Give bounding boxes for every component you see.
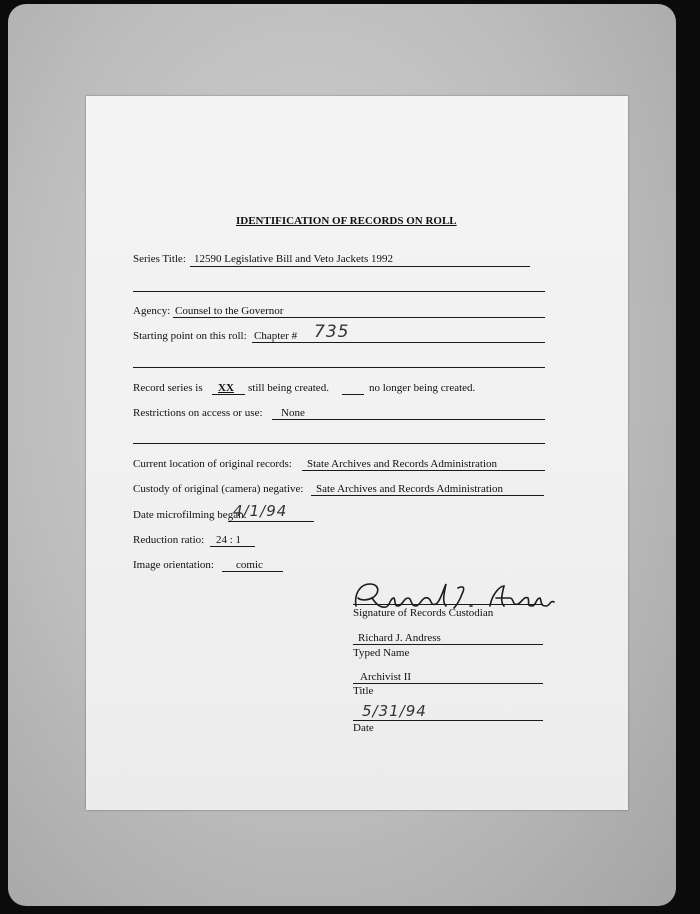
orientation-line [222, 571, 283, 572]
reduction-line [210, 546, 255, 547]
orientation-label: Image orientation: [133, 559, 214, 571]
date-value: 5/31/94 [362, 702, 427, 720]
still-created-label: still being created. [248, 382, 329, 394]
typed-name-line [353, 644, 543, 645]
reduction-value: 24 : 1 [216, 534, 242, 546]
title-label: Title [353, 685, 374, 697]
no-longer-label: no longer being created. [369, 382, 476, 394]
starting-point-prefix: Chapter # [254, 330, 298, 342]
record-series-label: Record series is [133, 382, 203, 394]
orientation-value: comic [236, 559, 263, 571]
still-created-blank [212, 394, 245, 395]
agency-line [173, 317, 545, 318]
agency-label: Agency: [133, 305, 171, 317]
date-began-value: 4/1/94 [233, 502, 288, 520]
date-line [353, 720, 543, 721]
form-title: IDENTIFICATION OF RECORDS ON ROLL [236, 215, 457, 227]
blank-line-2 [133, 367, 545, 368]
series-title-line [190, 266, 530, 267]
starting-point-value: 735 [314, 322, 350, 342]
starting-point-line [252, 342, 545, 343]
location-line [302, 470, 545, 471]
date-label: Date [353, 722, 374, 734]
custody-line [311, 495, 544, 496]
blank-line-1 [133, 291, 545, 292]
series-title-value: 12590 Legislative Bill and Veto Jackets 1992 [194, 253, 393, 265]
microfilm-frame [8, 4, 676, 906]
date-began-label: Date microfilming began: [133, 509, 247, 521]
series-title-label: Series Title: [133, 253, 186, 265]
starting-point-label: Starting point on this roll: [133, 330, 247, 342]
signature-label: Signature of Records Custodian [353, 607, 494, 619]
typed-name-value: Richard J. Andress [358, 632, 441, 644]
custody-label: Custody of original (camera) negative: [133, 483, 304, 495]
custody-value: Sate Archives and Records Administration [316, 483, 503, 495]
restrictions-label: Restrictions on access or use: [133, 407, 263, 419]
form-sheet [86, 96, 628, 810]
blank-line-3 [133, 443, 545, 444]
signature-line [353, 604, 543, 605]
date-began-line [228, 521, 314, 522]
no-longer-blank [342, 394, 364, 395]
agency-value: Counsel to the Governor [175, 305, 284, 317]
restrictions-value: None [281, 407, 305, 419]
reduction-label: Reduction ratio: [133, 534, 205, 546]
restrictions-line [272, 419, 545, 420]
record-series-mark: XX [218, 382, 234, 394]
location-value: State Archives and Records Administration [307, 458, 498, 470]
title-line [353, 683, 543, 684]
typed-name-label: Typed Name [353, 647, 410, 659]
location-label: Current location of original records: [133, 458, 292, 470]
title-value: Archivist II [360, 671, 412, 683]
